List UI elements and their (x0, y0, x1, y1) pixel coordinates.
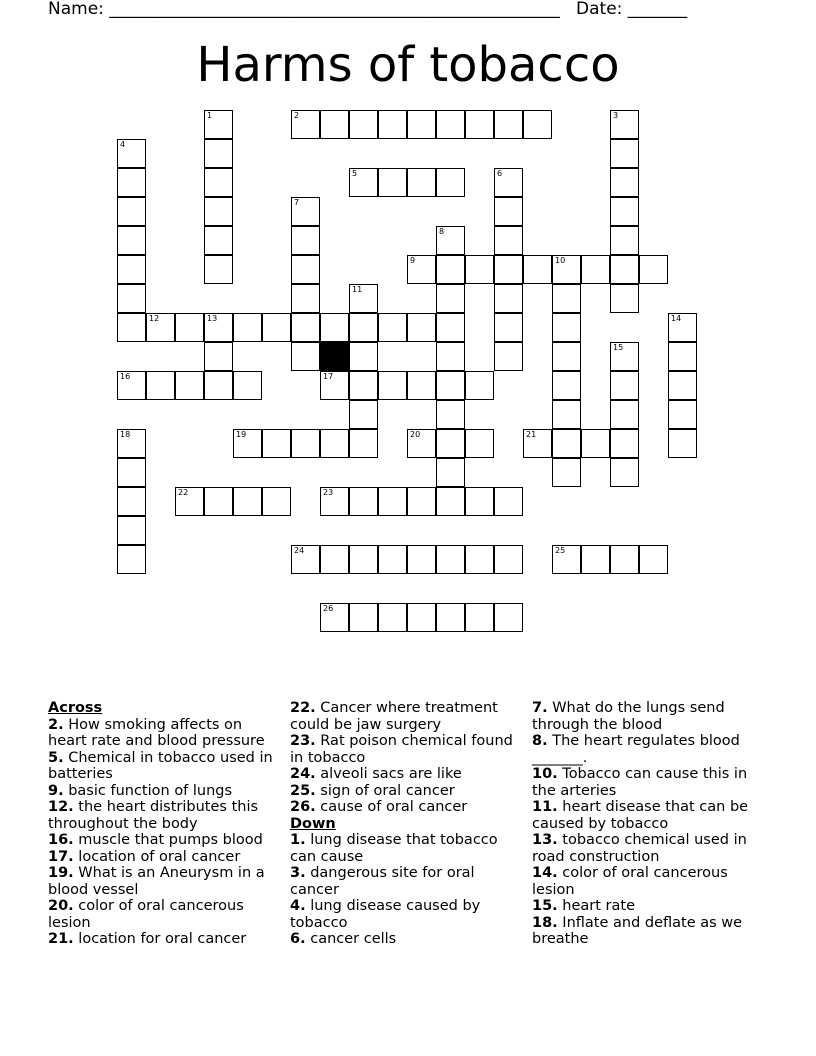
clue-item (48, 717, 273, 750)
clue-number: 10 (555, 256, 566, 265)
down-clue-list (290, 832, 522, 948)
clue-item (48, 832, 273, 849)
clue-item-number: 23. (290, 733, 316, 749)
clue-item (290, 832, 522, 865)
crossword-cell[interactable] (117, 255, 146, 284)
crossword-cell[interactable] (668, 429, 697, 458)
clues-column-2 (290, 700, 522, 948)
crossword-cell[interactable] (465, 110, 494, 139)
clue-item-text: the heart distributes this throughout the body (48, 799, 259, 832)
crossword-cell[interactable] (639, 255, 668, 284)
clue-item-text: color of oral cancerous lesion (532, 865, 728, 898)
crossword-cell[interactable] (436, 284, 465, 313)
crossword-cell[interactable] (610, 545, 639, 574)
crossword-cell[interactable] (175, 313, 204, 342)
crossword-cell[interactable] (349, 342, 378, 371)
crossword-cell[interactable] (378, 603, 407, 632)
clue-item-text: cancer cells (305, 931, 397, 947)
crossword-cell[interactable] (204, 226, 233, 255)
crossword-cell[interactable] (523, 255, 552, 284)
clue-item (290, 865, 522, 898)
crossword-cell[interactable] (407, 371, 436, 400)
crossword-cell[interactable] (117, 284, 146, 313)
clue-number: 17 (323, 372, 334, 381)
crossword-cell[interactable] (494, 197, 523, 226)
crossword-cell[interactable] (552, 458, 581, 487)
crossword-cell[interactable] (494, 603, 523, 632)
crossword-cell[interactable] (117, 139, 146, 168)
crossword-cell[interactable] (349, 400, 378, 429)
clue-number: 15 (613, 343, 624, 352)
crossword-cell[interactable] (117, 371, 146, 400)
crossword-cell[interactable] (581, 255, 610, 284)
crossword-cell[interactable] (349, 168, 378, 197)
crossword-cell[interactable] (378, 168, 407, 197)
crossword-cell[interactable] (291, 226, 320, 255)
crossword-cell[interactable] (320, 545, 349, 574)
crossword-cell[interactable] (320, 110, 349, 139)
clue-item-number: 22. (290, 700, 316, 716)
crossword-cell[interactable] (291, 255, 320, 284)
crossword-cell[interactable] (436, 545, 465, 574)
date-blank[interactable]: _______ (627, 0, 688, 19)
clue-number: 23 (323, 488, 334, 497)
crossword-cell[interactable] (291, 429, 320, 458)
crossword-cell[interactable] (436, 226, 465, 255)
crossword-cell[interactable] (204, 487, 233, 516)
crossword-cell[interactable] (552, 284, 581, 313)
crossword-cell[interactable] (639, 545, 668, 574)
clue-item-number: 5. (48, 749, 64, 766)
crossword-cell[interactable] (320, 603, 349, 632)
clue-item-text: muscle that pumps blood (73, 832, 263, 848)
crossword-cell[interactable] (378, 110, 407, 139)
clue-number: 5 (352, 169, 358, 178)
crossword-cell[interactable] (233, 487, 262, 516)
clue-item (532, 700, 762, 733)
down-header: Down (290, 815, 336, 832)
crossword-cell[interactable] (349, 313, 378, 342)
crossword-cell[interactable] (494, 545, 523, 574)
clue-item-number: 21. (48, 931, 74, 947)
crossword-cell[interactable] (117, 168, 146, 197)
clue-number: 12 (149, 314, 160, 323)
clue-item (48, 750, 273, 783)
clue-item-text: What do the lungs send through the blood (532, 700, 725, 733)
crossword-cell[interactable] (465, 603, 494, 632)
crossword-cell[interactable] (291, 110, 320, 139)
clue-item-number: 9. (48, 782, 64, 799)
crossword-cell[interactable] (610, 139, 639, 168)
clue-item-text: heart disease that can be caused by tobacco (532, 799, 749, 832)
crossword-cell[interactable] (552, 400, 581, 429)
clue-item (532, 915, 762, 948)
crossword-cell[interactable] (523, 110, 552, 139)
clue-item (48, 849, 273, 866)
crossword-cell[interactable] (291, 545, 320, 574)
black-cell (320, 342, 349, 371)
crossword-cell[interactable] (233, 313, 262, 342)
crossword-cell[interactable] (117, 197, 146, 226)
crossword-cell[interactable] (291, 284, 320, 313)
crossword-cell[interactable] (291, 313, 320, 342)
clue-item-text: dangerous site for oral cancer (290, 865, 475, 898)
crossword-cell[interactable] (610, 342, 639, 371)
crossword-cell[interactable] (407, 110, 436, 139)
date-label: Date: (576, 0, 623, 19)
clue-item-number: 1. (290, 832, 306, 848)
crossword-cell[interactable] (349, 110, 378, 139)
clue-item-number: 6. (290, 931, 306, 947)
clue-number: 8 (439, 227, 445, 236)
puzzle-title: Harms of tobacco (196, 37, 620, 93)
crossword-cell[interactable] (378, 371, 407, 400)
crossword-cell[interactable] (436, 400, 465, 429)
clue-number: 2 (294, 111, 300, 120)
crossword-cell[interactable] (581, 429, 610, 458)
clue-item-text: Rat poison chemical found in tobacco (290, 733, 513, 766)
clue-item-text: Tobacco can cause this in the arteries (532, 766, 748, 799)
clue-item (532, 832, 762, 865)
crossword-cell[interactable] (610, 255, 639, 284)
clue-item (48, 799, 273, 832)
crossword-cell[interactable] (494, 342, 523, 371)
crossword-cell[interactable] (204, 342, 233, 371)
clues-column-1 (48, 700, 273, 948)
crossword-cell[interactable] (262, 487, 291, 516)
crossword-cell[interactable] (610, 168, 639, 197)
crossword-cell[interactable] (552, 429, 581, 458)
crossword-cell[interactable] (407, 168, 436, 197)
clue-item-text: What is an Aneurysm in a blood vessel (48, 865, 265, 898)
crossword-cell[interactable] (581, 545, 610, 574)
clue-item-text: sign of oral cancer (315, 782, 455, 799)
name-blank[interactable]: _____________________________________________________ (109, 0, 560, 19)
crossword-cell[interactable] (552, 545, 581, 574)
crossword-cell[interactable] (117, 458, 146, 487)
crossword-cell[interactable] (436, 110, 465, 139)
name-label: Name: (48, 0, 104, 19)
crossword-cell[interactable] (204, 255, 233, 284)
crossword-cell[interactable] (349, 545, 378, 574)
crossword-cell[interactable] (610, 429, 639, 458)
clue-item-number: 12. (48, 799, 74, 815)
clue-item-text: color of oral cancerous lesion (48, 898, 244, 931)
clue-item-number: 2. (48, 716, 64, 733)
crossword-cell[interactable] (407, 313, 436, 342)
crossword-cell[interactable] (465, 487, 494, 516)
clue-number: 4 (120, 140, 126, 149)
crossword-cell[interactable] (204, 110, 233, 139)
clue-item-number: 16. (48, 832, 74, 848)
crossword-cell[interactable] (146, 371, 175, 400)
crossword-cell[interactable] (494, 313, 523, 342)
crossword-cell[interactable] (610, 197, 639, 226)
crossword-cell[interactable] (117, 487, 146, 516)
clue-item-number: 3. (290, 865, 306, 881)
clue-item-text: alveoli sacs are like (315, 766, 462, 782)
crossword-cell[interactable] (610, 400, 639, 429)
crossword-cell[interactable] (146, 313, 175, 342)
clue-item (290, 700, 522, 733)
clue-item-number: 15. (532, 898, 558, 914)
crossword-cell[interactable] (175, 371, 204, 400)
crossword-cell[interactable] (465, 371, 494, 400)
crossword-cell[interactable] (349, 429, 378, 458)
crossword-cell[interactable] (494, 487, 523, 516)
crossword-cell[interactable] (378, 487, 407, 516)
crossword-cell[interactable] (436, 487, 465, 516)
crossword-cell[interactable] (436, 458, 465, 487)
crossword-cell[interactable] (291, 342, 320, 371)
clue-item (290, 931, 522, 948)
clue-item-number: 24. (290, 766, 316, 782)
crossword-cell[interactable] (407, 487, 436, 516)
clue-item (532, 865, 762, 898)
clue-number: 18 (120, 430, 131, 439)
crossword-cell[interactable] (668, 313, 697, 342)
clue-item-text: The heart regulates blood _______. (532, 733, 740, 766)
crossword-cell[interactable] (117, 226, 146, 255)
crossword-cell[interactable] (320, 487, 349, 516)
crossword-cell[interactable] (494, 226, 523, 255)
clue-item-number: 19. (48, 865, 74, 881)
clue-number: 9 (410, 256, 416, 265)
clue-item (48, 931, 273, 948)
crossword-cell[interactable] (436, 168, 465, 197)
crossword-cell[interactable] (552, 313, 581, 342)
crossword-cell[interactable] (407, 429, 436, 458)
crossword-cell[interactable] (320, 313, 349, 342)
crossword-cell[interactable] (378, 545, 407, 574)
clue-number: 21 (526, 430, 537, 439)
crossword-cell[interactable] (407, 545, 436, 574)
crossword-cell[interactable] (349, 603, 378, 632)
clue-number: 24 (294, 546, 305, 555)
crossword-cell[interactable] (349, 284, 378, 313)
crossword-cell[interactable] (233, 429, 262, 458)
crossword-cell[interactable] (436, 371, 465, 400)
crossword-cell[interactable] (668, 342, 697, 371)
clues-column-3 (532, 700, 762, 948)
clue-number: 1 (207, 111, 213, 120)
clue-item (48, 865, 273, 898)
clue-item-text: location of oral cancer (73, 848, 241, 865)
crossword-cell[interactable] (494, 255, 523, 284)
clue-item (48, 898, 273, 931)
crossword-cell[interactable] (552, 371, 581, 400)
crossword-cell[interactable] (204, 371, 233, 400)
crossword-cell[interactable] (349, 371, 378, 400)
clue-item (290, 733, 522, 766)
clue-item-number: 10. (532, 766, 558, 782)
clue-item-number: 18. (532, 914, 558, 931)
crossword-cell[interactable] (494, 168, 523, 197)
crossword-cell[interactable] (494, 110, 523, 139)
clue-item-number: 17. (48, 848, 74, 865)
clue-item-number: 4. (290, 898, 306, 914)
clue-number: 14 (671, 314, 682, 323)
clue-item-text: lung disease that tobacco can cause (290, 832, 498, 865)
clue-item (290, 766, 522, 783)
crossword-cell[interactable] (320, 429, 349, 458)
crossword-cell[interactable] (117, 429, 146, 458)
clue-item-text: How smoking affects on heart rate and blood pressure (48, 716, 265, 749)
crossword-cell[interactable] (610, 110, 639, 139)
clue-number: 22 (178, 488, 189, 497)
clue-item (532, 898, 762, 915)
clue-number: 11 (352, 285, 363, 294)
clue-number: 7 (294, 198, 300, 207)
crossword-cell[interactable] (465, 545, 494, 574)
clue-item-number: 7. (532, 700, 548, 716)
clue-item-text: heart rate (557, 898, 636, 914)
clue-item-number: 20. (48, 898, 74, 914)
crossword-cell[interactable] (204, 139, 233, 168)
clue-number: 6 (497, 169, 503, 178)
crossword-cell[interactable] (378, 313, 407, 342)
crossword-cell[interactable] (610, 284, 639, 313)
crossword-cell[interactable] (117, 516, 146, 545)
crossword-cell[interactable] (494, 284, 523, 313)
crossword-cell[interactable] (407, 255, 436, 284)
clue-item-number: 13. (532, 832, 558, 848)
clue-item-number: 25. (290, 782, 316, 799)
crossword-cell[interactable] (204, 168, 233, 197)
crossword-cell[interactable] (668, 400, 697, 429)
clue-item-text: basic function of lungs (63, 782, 233, 799)
crossword-cell[interactable] (204, 313, 233, 342)
crossword-cell[interactable] (436, 255, 465, 284)
clue-item (532, 799, 762, 832)
clue-item-text: cause of oral cancer (315, 799, 468, 815)
clue-item-text: location for oral cancer (73, 931, 247, 947)
crossword-cell[interactable] (349, 487, 378, 516)
crossword-cell[interactable] (320, 371, 349, 400)
clue-item-number: 26. (290, 799, 316, 815)
clue-number: 25 (555, 546, 566, 555)
clue-number: 19 (236, 430, 247, 439)
crossword-cell[interactable] (436, 429, 465, 458)
crossword-cell[interactable] (610, 458, 639, 487)
clue-item (290, 898, 522, 931)
clue-number: 20 (410, 430, 421, 439)
crossword-cell[interactable] (407, 603, 436, 632)
clue-item-text: tobacco chemical used in road construction (532, 832, 747, 865)
across-header: Across (48, 700, 103, 716)
clue-item-number: 11. (532, 799, 558, 815)
clue-item-number: 14. (532, 865, 558, 881)
crossword-cell[interactable] (610, 226, 639, 255)
crossword-cell[interactable] (436, 603, 465, 632)
crossword-cell[interactable] (117, 313, 146, 342)
clue-number: 13 (207, 314, 218, 323)
crossword-cell[interactable] (262, 313, 291, 342)
down-clue-list-continued (532, 700, 762, 948)
clue-item-number: 8. (532, 733, 548, 749)
clue-item-text: lung disease caused by tobacco (290, 898, 481, 931)
across-clue-list-continued (290, 700, 522, 816)
crossword-cell[interactable] (465, 255, 494, 284)
crossword-cell[interactable] (552, 255, 581, 284)
clue-item (290, 783, 522, 800)
crossword-cell[interactable] (610, 371, 639, 400)
crossword-cell[interactable] (291, 197, 320, 226)
clue-item-text: Cancer where treatment could be jaw surgery (290, 700, 498, 733)
crossword-cell[interactable] (204, 197, 233, 226)
across-clue-list (48, 717, 273, 948)
crossword-cell[interactable] (262, 429, 291, 458)
clue-item (48, 783, 273, 800)
crossword-cell[interactable] (117, 545, 146, 574)
clue-number: 16 (120, 372, 131, 381)
crossword-cell[interactable] (552, 342, 581, 371)
crossword-cell[interactable] (436, 342, 465, 371)
clue-item-text: Inflate and deflate as we breathe (532, 914, 743, 947)
clue-number: 3 (613, 111, 619, 120)
clue-item (290, 799, 522, 816)
crossword-cell[interactable] (523, 429, 552, 458)
clue-item (532, 766, 762, 799)
crossword-cell[interactable] (436, 313, 465, 342)
crossword-cell[interactable] (668, 371, 697, 400)
clue-number: 26 (323, 604, 334, 613)
crossword-cell[interactable] (465, 429, 494, 458)
clue-item-text: Chemical in tobacco used in batteries (48, 749, 273, 782)
crossword-cell[interactable] (233, 371, 262, 400)
clue-item (532, 733, 762, 766)
crossword-cell[interactable] (175, 487, 204, 516)
